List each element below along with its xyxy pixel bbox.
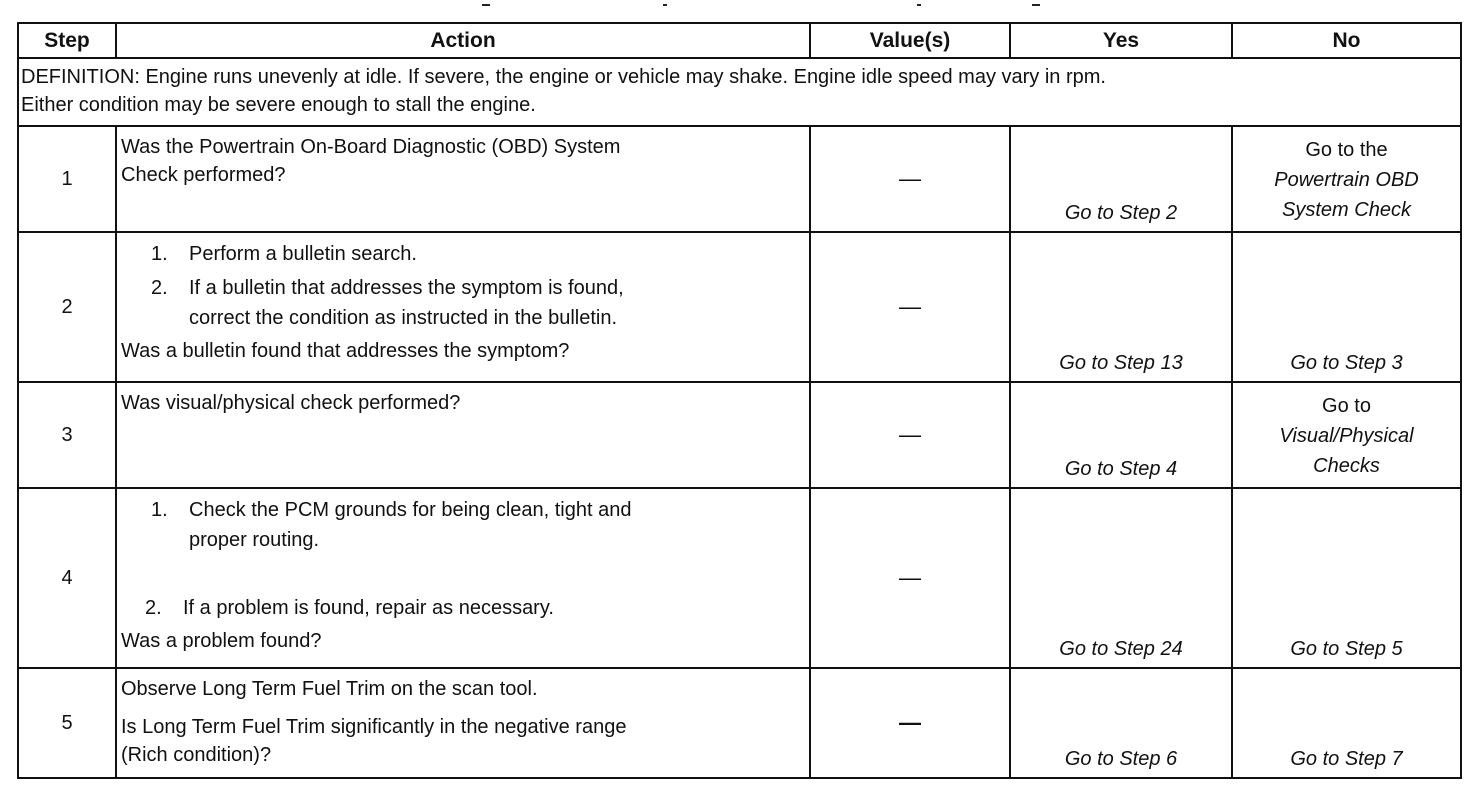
- no-text: Go to: [1322, 395, 1371, 417]
- list-spacer: [121, 559, 803, 589]
- header-step: Step: [18, 23, 116, 58]
- no-link[interactable]: [1232, 382, 1461, 488]
- yes-link[interactable]: Go to Step 2: [1010, 126, 1232, 232]
- definition-line-1: DEFINITION: Engine runs unevenly at idle. If severe, the engine or vehicle may shake. Engine idle speed may vary in rpm.: [21, 66, 1106, 88]
- list-item: [121, 593, 803, 623]
- no-link[interactable]: Go to Step 5: [1232, 488, 1461, 668]
- action-text: Check performed?: [121, 164, 286, 186]
- value-cell: —: [810, 232, 1010, 382]
- action-list: [121, 239, 803, 333]
- yes-link[interactable]: Go to Step 24: [1010, 488, 1232, 668]
- value-cell: —: [810, 382, 1010, 488]
- action-cell: [116, 232, 810, 382]
- action-cell: [116, 668, 810, 778]
- header-row: [18, 23, 1461, 58]
- action-question: Was a problem found?: [121, 630, 322, 652]
- action-cell: [116, 126, 810, 232]
- scan-artifact-marks: [0, 0, 1472, 20]
- list-marker: 2.: [151, 277, 168, 299]
- table-row: [18, 382, 1461, 488]
- step-number: 4: [18, 488, 116, 668]
- list-item-text: proper routing.: [189, 529, 320, 551]
- action-question: (Rich condition)?: [121, 744, 272, 766]
- yes-link[interactable]: Go to Step 13: [1010, 232, 1232, 382]
- list-marker: 2.: [145, 597, 162, 619]
- list-item-text: If a problem is found, repair as necessary.: [183, 597, 554, 619]
- header-values: Value(s): [810, 23, 1010, 58]
- header-action: Action: [116, 23, 810, 58]
- list-item-text: Check the PCM grounds for being clean, tight and: [189, 499, 632, 521]
- action-list: [121, 495, 803, 623]
- header-no: No: [1232, 23, 1461, 58]
- no-text: Powertrain OBD: [1274, 169, 1419, 191]
- definition-cell: [18, 58, 1461, 126]
- action-cell: [116, 382, 810, 488]
- table-row: [18, 232, 1461, 382]
- step-number: 5: [18, 668, 116, 778]
- value-cell: —: [810, 126, 1010, 232]
- table-row: [18, 488, 1461, 668]
- yes-link[interactable]: Go to Step 4: [1010, 382, 1232, 488]
- definition-line-2: Either condition may be severe enough to stall the engine.: [21, 94, 536, 116]
- action-question: Was a bulletin found that addresses the symptom?: [121, 340, 570, 362]
- table-row: [18, 668, 1461, 778]
- diagnostic-table: [17, 22, 1462, 779]
- no-text: Checks: [1313, 455, 1380, 477]
- action-question: Was visual/physical check performed?: [121, 392, 461, 414]
- step-number: 2: [18, 232, 116, 382]
- no-link[interactable]: Go to Step 3: [1232, 232, 1461, 382]
- list-item: [121, 495, 803, 555]
- step-number: 1: [18, 126, 116, 232]
- action-cell: [116, 488, 810, 668]
- list-item-text: correct the condition as instructed in the bulletin.: [189, 307, 618, 329]
- no-link[interactable]: Go to Step 7: [1232, 668, 1461, 778]
- list-marker: 1.: [151, 499, 168, 521]
- yes-link[interactable]: Go to Step 6: [1010, 668, 1232, 778]
- action-question: Is Long Term Fuel Trim significantly in the negative range: [121, 716, 627, 738]
- no-text: Go to the: [1305, 139, 1388, 161]
- table-row: [18, 126, 1461, 232]
- list-marker: 1.: [151, 243, 168, 265]
- value-cell: —: [810, 668, 1010, 778]
- action-text: Was the Powertrain On-Board Diagnostic (OBD) System: [121, 136, 621, 158]
- value-cell: —: [810, 488, 1010, 668]
- no-link[interactable]: [1232, 126, 1461, 232]
- no-text: Visual/Physical: [1279, 425, 1414, 447]
- list-item: [121, 239, 803, 269]
- definition-row: [18, 58, 1461, 126]
- list-item-text: If a bulletin that addresses the symptom is found,: [189, 277, 624, 299]
- list-item: [121, 273, 803, 333]
- no-text: System Check: [1282, 199, 1411, 221]
- list-item-text: Perform a bulletin search.: [189, 243, 417, 265]
- action-text: Observe Long Term Fuel Trim on the scan tool.: [121, 678, 538, 700]
- header-yes: Yes: [1010, 23, 1232, 58]
- step-number: 3: [18, 382, 116, 488]
